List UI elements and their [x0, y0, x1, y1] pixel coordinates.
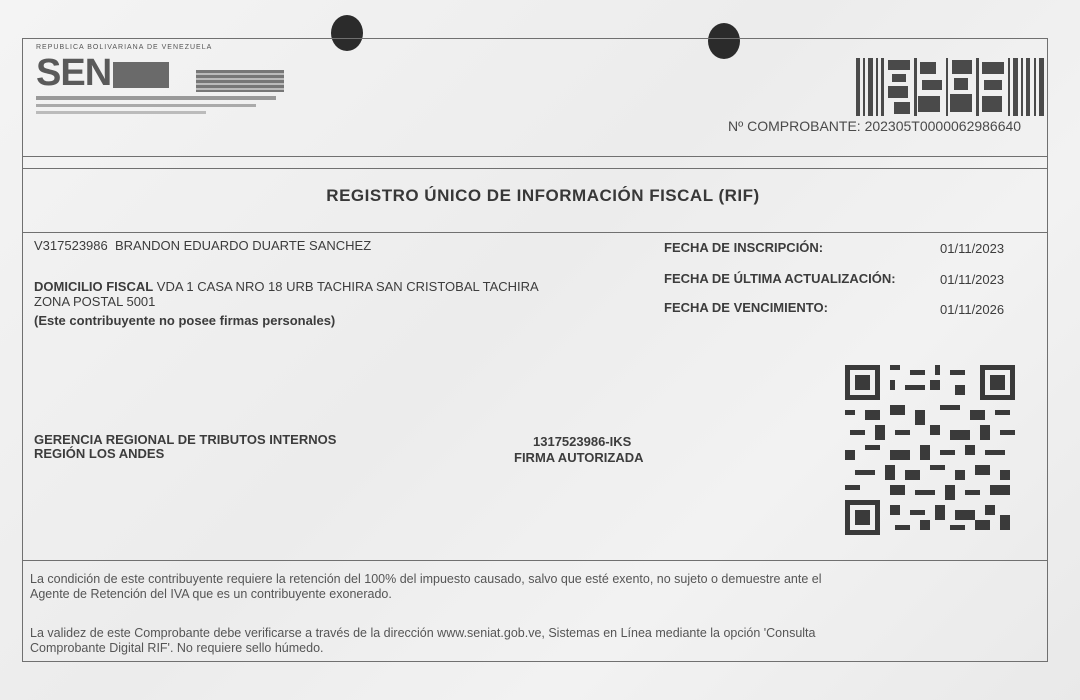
inscripcion-value: 01/11/2023 — [940, 241, 1005, 256]
qr-code — [845, 365, 1015, 535]
title-bottom-divider — [22, 232, 1048, 233]
barcode — [856, 58, 1046, 116]
logo-bars — [196, 70, 284, 92]
domicilio-label: DOMICILIO FISCAL — [34, 279, 154, 294]
zona-postal: ZONA POSTAL 5001 — [34, 294, 156, 309]
republic-text: REPUBLICA BOLIVARIANA DE VENEZUELA — [36, 44, 213, 51]
firmas-note: (Este contribuyente no posee firmas personales) — [34, 313, 336, 328]
vencimiento-label: FECHA DE VENCIMIENTO: — [664, 300, 828, 315]
retention-note — [30, 572, 822, 602]
validity-note-line-1: La validez de este Comprobante debe verificarse a través de la dirección www.seniat.gob.ve, Sistemas en Línea mediante la opción 'Consulta — [30, 626, 816, 640]
signature-label: FIRMA AUTORIZADA — [514, 450, 644, 465]
document-title: REGISTRO ÚNICO DE INFORMACIÓN FISCAL (RIF) — [326, 186, 760, 205]
comprobante-number — [728, 118, 1021, 134]
validity-note — [30, 626, 815, 656]
actualizacion-label: FECHA DE ÚLTIMA ACTUALIZACIÓN: — [664, 271, 896, 286]
signature-code: 1317523986-IKS — [533, 434, 632, 449]
footer-divider — [22, 560, 1048, 561]
domicilio-line — [34, 279, 539, 294]
office-line-2: REGIÓN LOS ANDES — [34, 446, 165, 461]
taxpayer-line — [34, 238, 371, 253]
actualizacion-value: 01/11/2023 — [940, 272, 1005, 287]
office-line-1: GERENCIA REGIONAL DE TRIBUTOS INTERNOS — [34, 432, 337, 447]
title-top-divider — [22, 168, 1048, 169]
rif-number: V317523986 — [34, 238, 108, 253]
seniat-logo — [36, 44, 286, 122]
validity-note-line-2: Comprobante Digital RIF'. No requiere sello húmedo. — [30, 641, 324, 655]
comprobante-label: Nº COMPROBANTE: — [728, 118, 861, 134]
inscripcion-label: FECHA DE INSCRIPCIÓN: — [664, 240, 824, 255]
taxpayer-name: BRANDON EDUARDO DUARTE SANCHEZ — [114, 238, 372, 253]
vencimiento-value: 01/11/2026 — [940, 302, 1005, 317]
logo-mark: SEN — [36, 52, 169, 95]
header-divider — [22, 156, 1048, 157]
retention-note-line-2: Agente de Retención del IVA que es un contribuyente exonerado. — [30, 587, 392, 601]
domicilio-value: VDA 1 CASA NRO 18 URB TACHIRA SAN CRISTOBAL TACHIRA — [156, 279, 539, 294]
retention-note-line-1: La condición de este contribuyente requiere la retención del 100% del impuesto causado, salvo que esté exento, no sujeto o demuestre ante el — [30, 572, 822, 586]
comprobante-value: 202305T0000062986640 — [864, 118, 1022, 134]
